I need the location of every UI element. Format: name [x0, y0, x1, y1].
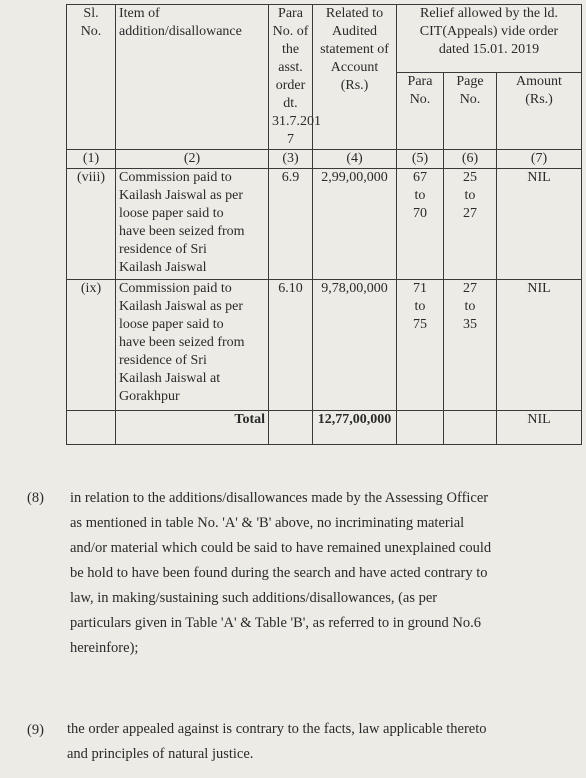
row-relief-para: 67 to 70	[397, 169, 444, 280]
paragraph-number: (9)	[27, 722, 44, 738]
col-number: (6)	[444, 150, 497, 169]
paragraph-line: hereinfore);	[70, 640, 139, 656]
row-relief-amount: NIL	[497, 169, 582, 280]
row-item: Commission paid to Kailash Jaiswal as per loose paper said to have been seized from residence of Sri Kailash Jaiswal	[116, 169, 269, 280]
total-row	[67, 411, 582, 445]
header-related: Related to Audited statement of Account (Rs.)	[313, 5, 397, 150]
col-number: (5)	[397, 150, 444, 169]
row-relief-page: 27 to 35	[444, 280, 497, 411]
col-number: (7)	[497, 150, 582, 169]
col-number: (3)	[269, 150, 313, 169]
row-relief-page: 25 to 27	[444, 169, 497, 280]
row-amount: 9,78,00,000	[313, 280, 397, 411]
paragraph-line: law, in making/sustaining such additions/disallowances, (as per	[70, 590, 438, 606]
row-item: Commission paid to Kailash Jaiswal as per loose paper said to have been seized from residence of Sri Kailash Jaiswal at Gorakhpur	[116, 280, 269, 411]
paragraph-line: and/or material which could be said to have remained unexplained could	[70, 540, 492, 556]
paragraph-line: the order appealed against is contrary to the facts, law applicable thereto	[67, 721, 487, 737]
row-para-ref: 6.10	[269, 280, 313, 411]
table-row	[67, 169, 582, 280]
header-relief: Relief allowed by the ld. CIT(Appeals) vide order dated 15.01. 2019	[397, 5, 582, 73]
paragraph-9	[67, 717, 567, 767]
paragraph-line: as mentioned in table No. 'A' & 'B' above, no incriminating material	[70, 515, 465, 531]
row-sl: (viii)	[67, 169, 116, 280]
paragraph-8	[70, 486, 566, 661]
total-amount: 12,77,00,000	[313, 411, 397, 445]
row-para-ref: 6.9	[269, 169, 313, 280]
paragraph-line: in relation to the additions/disallowances made by the Assessing Officer	[70, 490, 489, 506]
row-relief-amount: NIL	[497, 280, 582, 411]
paragraph-line: particulars given in Table 'A' & Table 'B', as referred to in ground No.6	[70, 615, 481, 631]
header-item: Item of addition/disallowance	[116, 5, 269, 150]
paragraph-line: be hold to have been found during the search and have acted contrary to	[70, 565, 488, 581]
header-relief-amount: Amount (Rs.)	[497, 73, 582, 150]
paragraph-line: and principles of natural justice.	[67, 746, 254, 762]
paragraph-number: (8)	[27, 490, 44, 506]
relief-table	[66, 4, 582, 445]
total-relief-amount: NIL	[497, 411, 582, 445]
header-relief-page: Page No.	[444, 73, 497, 150]
total-label: Total	[116, 411, 269, 445]
col-number: (1)	[67, 150, 116, 169]
row-amount: 2,99,00,000	[313, 169, 397, 280]
row-relief-para: 71 to 75	[397, 280, 444, 411]
col-number: (4)	[313, 150, 397, 169]
col-number: (2)	[116, 150, 269, 169]
header-sl: Sl. No.	[67, 5, 116, 150]
table-row	[67, 280, 582, 411]
row-sl: (ix)	[67, 280, 116, 411]
header-relief-para: Para No.	[397, 73, 444, 150]
header-para-ref: Para No. of the asst. order dt. 31.7.201 7	[269, 5, 313, 150]
